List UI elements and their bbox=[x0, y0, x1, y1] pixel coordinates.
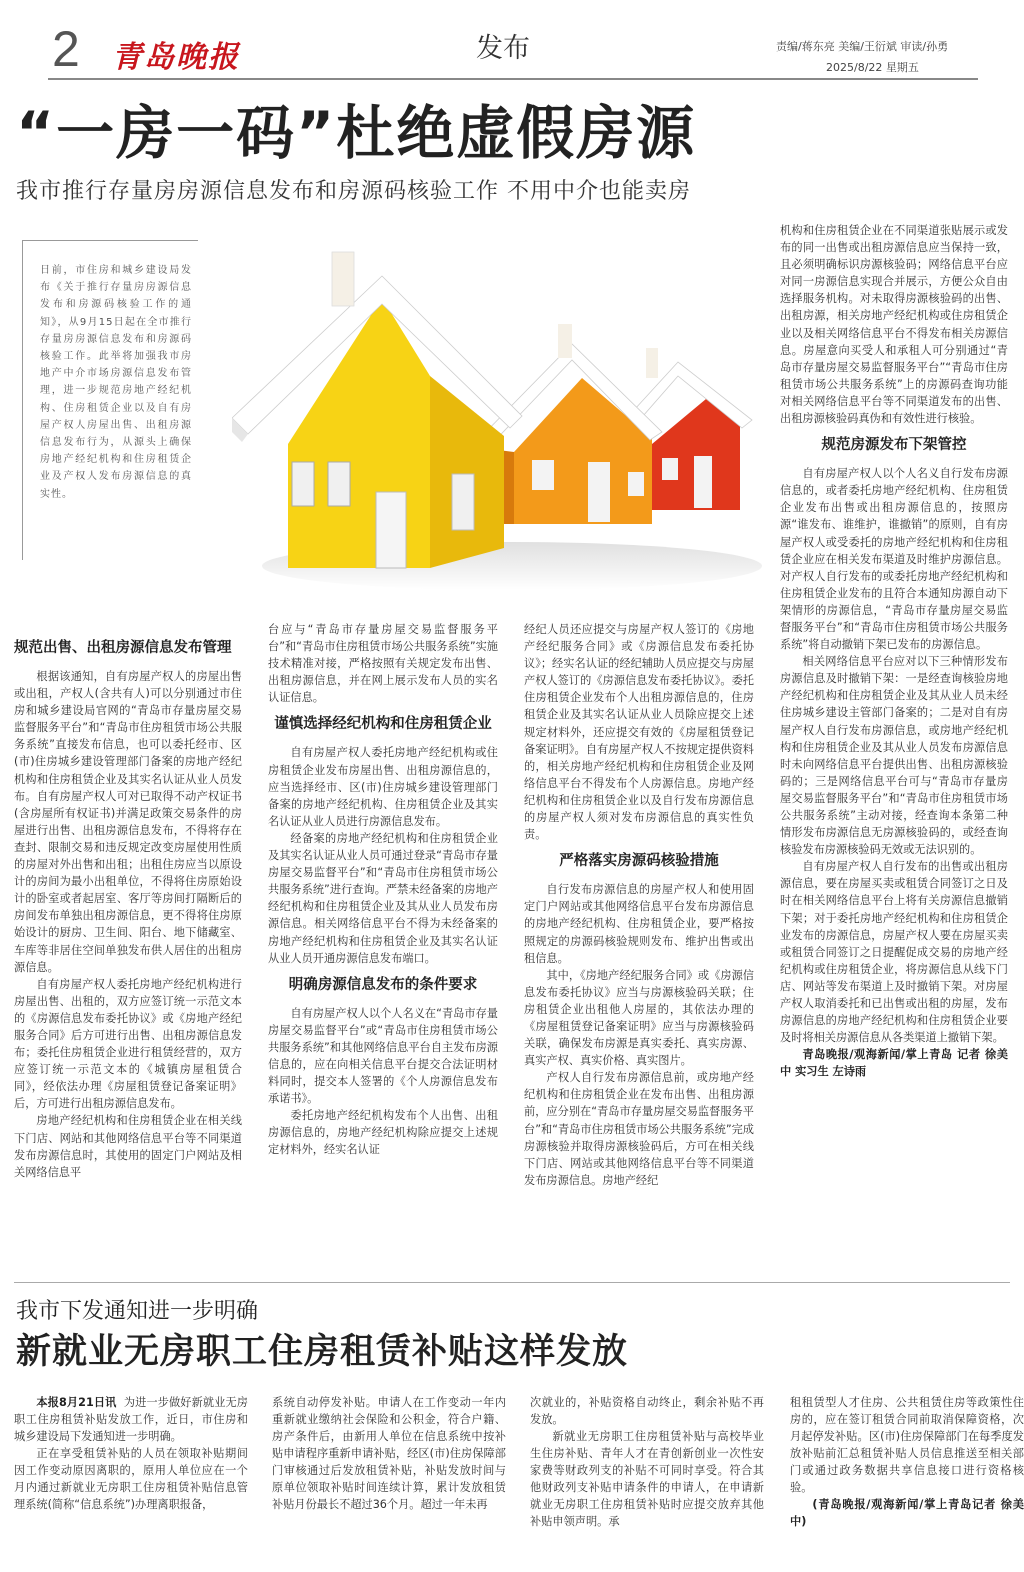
byline: 青岛晚报/观海新闻/掌上青岛 记者 徐美中 实习生 左诗雨 bbox=[780, 1048, 1008, 1079]
body-paragraph: 新就业无房职工住房租赁补贴与高校毕业生住房补贴、青年人才在青创新创业一次性安家费等财政列支的补贴不可同时享受。符合其他财政列支补贴申请条件的申请人，在申请新就业无房职工住房租赁补贴时应提交放弃其他补贴申领声明。承 bbox=[530, 1430, 764, 1528]
section-heading: 严格落实房源码核验措施 bbox=[559, 853, 719, 870]
body-paragraph: 自有房屋产权人自行发布的出售或出租房源信息，要在房屋买卖或租赁合同签订之日及时在相关网络信息平台上将有关房源信息撤销下架；对于委托房地产经纪机构和住房租赁企业发布的房源信息，房屋产权人要在房屋买卖或租赁合同签订之日提醒促成交易的房地产经纪机构或住房租赁企业，将房源信息从线下门店、网站等发布渠道上及时撤销下架。对房屋产权人取消委托和已出售或出租的房屋，发布房源信息的房地产经纪机构和住房租赁企业要及时将相关房源信息从各类渠道上撤销下架。 bbox=[780, 860, 1008, 1045]
article-column-2 bbox=[268, 621, 498, 1278]
body-paragraph: 次就业的，补贴资格自动终止，剩余补贴不再发放。 bbox=[530, 1396, 764, 1426]
section-title: 发布 bbox=[476, 33, 530, 64]
editor-credits: 责编/蒋东亮 美编/王衍斌 审读/孙勇 bbox=[776, 40, 949, 53]
main-subheadline: 我市推行存量房房源信息发布和房源码核验工作 不用中介也能卖房 bbox=[16, 179, 691, 204]
body-paragraph: 自有房屋产权人委托房地产经纪机构或住房租赁企业发布房屋出售、出租房源信息的，应当选择经市、区(市)住房城乡建设管理部门备案的房地产经纪机构、住房租赁企业及其实名认证从业人员进行房源信息发布。 bbox=[268, 746, 498, 828]
body-paragraph: 自有房屋产权人委托房地产经纪机构进行房屋出售、出租的，双方应签订统一示范文本的《房源信息发布委托协议》或《房地产经纪服务合同》后方可进行出售、出租房源信息发布；委托住房租赁企业进行租赁经营的，双方应签订统一示范文本的《城镇房屋租赁合同》，经依法办理《房屋租赁登记备案证明》后，方可进行出租房源信息发布。 bbox=[14, 977, 242, 1111]
story2-kicker: 我市下发通知进一步明确 bbox=[16, 1299, 259, 1324]
story2-column-4 bbox=[790, 1394, 1024, 1564]
story2-headline: 新就业无房职工住房租赁补贴这样发放 bbox=[16, 1332, 629, 1372]
story2-column-3 bbox=[530, 1394, 764, 1564]
body-paragraph: 租租赁型人才住房、公共租赁住房等政策性住房的，应在签订租赁合同前取消保障资格，次月起停发补贴。区(市)住房保障部门在每季度发放补贴前汇总租赁补贴人员信息推送至相关部门或通过政务数据共享信息接口进行资格核验。 bbox=[790, 1396, 1024, 1494]
body-paragraph: 产权人自行发布房源信息前，或房地产经纪机构和住房租赁企业在发布出售、出租房源前，应分别在“青岛市存量房屋交易监督服务平台”和“青岛市住房租赁市场公共服务系统”完成房源核验并取得房源核验码后，方可在相关线下门店、网站或其他网络信息平台等不同渠道发布房源信息。房地产经纪 bbox=[524, 1071, 754, 1187]
body-paragraph: 根据该通知，自有房屋产权人的房屋出售或出租，产权人(含共有人)可以分别通过市住房和城乡建设局官网的“青岛市存量房屋交易监督服务平台”和“青岛市住房租赁市场公共服务系统”直接发布信息，也可以委托经市、区(市)住房城乡建设管理部门备案的房地产经纪机构和住房租赁企业及其实名认证从业人员发布。自有房屋产权人可对已取得不动产权证书(含房屋所有权证书)并满足政策交易条件的房屋进行出售、出租房源信息发布，不得将存在查封、限制交易和违反规定改变房屋使用性质的房屋对外出售和出租；出租住房应当以原设计的房间为最小出租单位，不得将住房原始设计的卧室或者起居室、客厅等房间打隔断后的房间发布单独出租房源信息，更不得将住房原始设计的厨房、卫生间、阳台、地下储藏室、车库等非居住空间单独发布供人居住的出租房源信息。 bbox=[14, 670, 242, 974]
body-paragraph: 经备案的房地产经纪机构和住房租赁企业及其实名认证从业人员可通过登录“青岛市存量房屋交易监督平台”和“青岛市住房租赁市场公共服务系统”进行查询。严禁未经备案的房地产经纪机构和住房租赁企业及其从业人员发布房源信息。相关网络信息平台不得为未经备案的房地产经纪机构和住房租赁企业及其实名认证从业人员开通房源信息发布端口。 bbox=[268, 831, 498, 965]
article-column-4 bbox=[780, 222, 1008, 1280]
newspaper-logo: 青岛晚报 bbox=[112, 40, 240, 75]
body-paragraph: 相关网络信息平台应对以下三种情形发布房源信息及时撤销下架：一是经查询核验房地产经纪机构和住房租赁企业及其从业人员未经住房城乡建设主管部门备案的；二是对自有房屋产权人自行发布房源信息，或房地产经纪机构和住房租赁企业及其从业人员发布房源信息时未向网络信息平台提供出售、出租房源核验码的；三是网络信息平台可与“青岛市存量房屋交易监督服务平台”和“青岛市住房租赁市场公共服务系统”主动对接，经查询本条第二种情形发布房源信息无房源核验码的，或经查询核验发布房源核验码无效或无法识别的。 bbox=[780, 655, 1008, 857]
body-paragraph: 机构和住房租赁企业在不同渠道张贴展示或发布的同一出售或出租房源信息应当保持一致，且必须明确标识房源核验码；网络信息平台应对同一房源信息实现合并展示，方便公众自由选择服务机构。对未取得房源核验码的出售、出租房源，相关房地产经纪机构或住房租赁企业以及相关网络信息平台不得发布相关房源信息。房屋意向买受人和承租人可分别通过“青岛市存量房屋交易监督服务平台”“青岛市住房租赁市场公共服务系统”上的房源码查询功能对相关网络信息平台等不同渠道发布的出售、出租房源核验码真伪和有效性进行核验。 bbox=[780, 224, 1008, 426]
article-column-3 bbox=[524, 621, 754, 1278]
body-paragraph: 自有房屋产权人以个人名义自行发布房源信息的，或者委托房地产经纪机构、住房租赁企业发布出售或出租房源信息的，按照房源“谁发布、谁维护，谁撤销”的原则，自有房屋产权人或受委托的房地产经纪机构和住房租赁企业应在相关发布渠道及时维护房源信息。对产权人自行发布的或委托房地产经纪机构和住房租赁企业发布的且符合本通知房源自动下架情形的房源信息，“青岛市存量房屋交易监督服务平台”和“青岛市住房租赁市场公共服务系统”将自动撤销下架已发布的房源信息。 bbox=[780, 467, 1008, 652]
body-text: 为进一步做好新就业无房职工住房租赁补贴发放工作，近日，市住房和城乡建设局下发通知进一步明确。 bbox=[14, 1396, 248, 1443]
body-paragraph: 台应与“青岛市存量房屋交易监督服务平台”和“青岛市住房租赁市场公共服务系统”实施技术精准对接，严格按照有关规定发布出售、出租房源信息，并在网上展示发布人员的实名认证信息。 bbox=[268, 623, 498, 705]
story2-column-2 bbox=[272, 1394, 506, 1564]
story-divider bbox=[14, 1282, 1010, 1283]
page-number: 2 bbox=[52, 21, 80, 77]
body-paragraph: 自行发布房源信息的房屋产权人和使用固定门户网站或其他网络信息平台发布房源信息的房地产经纪机构、住房租赁企业，要严格按照规定的房源码核验规则发布、维护出售或出租信息。 bbox=[524, 883, 754, 965]
body-paragraph: 经纪人员还应提交与房屋产权人签订的《房地产经纪服务合同》或《房源信息发布委托协议》；经实名认证的经纪辅助人员应提交与房屋产权人签订的《房源信息发布委托协议》。委托住房租赁企业发布个人出租房源信息的，住房租赁企业及其实名认证从业人员除应提交上述规定材料外，还应提交有效的《房屋租赁登记备案证明》。自有房屋产权人不按规定提供资料的，相关房地产经纪机构和住房租赁企业及网络信息平台不得发布个人房源信息。房地产经纪机构和住房租赁企业以及自行发布房源信息的房屋产权人须对发布房源信息的真实性负责。 bbox=[524, 623, 754, 842]
section-heading: 规范出售、出租房源信息发布管理 bbox=[14, 640, 232, 656]
yellow-house-icon bbox=[232, 252, 522, 568]
dateline-lead: 本报8月21日讯 bbox=[36, 1396, 117, 1409]
section-heading: 谨慎选择经纪机构和住房租赁企业 bbox=[274, 716, 492, 733]
article-column-1 bbox=[14, 630, 242, 1278]
story2-column-1 bbox=[14, 1394, 248, 1564]
body-paragraph: 系统自动停发补贴。申请人在工作变动一年内重新就业缴纳社会保险和公积金，符合户籍、房产条件后，由新用人单位在信息系统中按补贴申请程序重新申请补贴，经区(市)住房保障部门审核通过后发放租赁补贴，补贴发放时间与原单位领取补贴时间连续计算，累计发放租赁补贴月份最长不超过36个月。超过一年未再 bbox=[272, 1396, 506, 1511]
lead-paragraph: 日前，市住房和城乡建设局发布《关于推行存量房房源信息发布和房源码核验工作的通知》，从9月15日起在全市推行存量房房源信息发布和房源码核验工作。此举将加强我市房地产中介市场房源信息发布管理，进一步规范房地产经纪机构、住房租赁企业以及自有房屋产权人房屋出售、出租房源信息发布行为，从源头上确保房地产经纪机构和住房租赁企业及产权人发布房源信息的真实性。 bbox=[40, 265, 192, 500]
byline: (青岛晚报/观海新闻/掌上青岛记者 徐美中) bbox=[790, 1498, 1024, 1528]
issue-date: 2025/8/22 星期五 bbox=[826, 61, 919, 74]
body-paragraph: 委托房地产经纪机构发布个人出售、出租房源信息的，房地产经纪机构除应提交上述规定材料外，经实名认证 bbox=[268, 1109, 498, 1157]
body-paragraph: 其中，《房地产经纪服务合同》或《房源信息发布委托协议》应当与房源核验码关联；住房租赁企业出租他人房屋的，其依法办理的《房屋租赁登记备案证明》应当与房源核验码关联，确保发布房源是真实委托、真实房源、真实产权、真实价格、真实图片。 bbox=[524, 968, 754, 1068]
section-heading: 规范房源发布下架管控 bbox=[821, 437, 967, 454]
body-paragraph: 正在享受租赁补贴的人员在领取补贴期间因工作变动原因离职的，原用人单位应在一个月内通过新就业无房职工住房租赁补贴信息管理系统(简称“信息系统”)办理离职报备， bbox=[14, 1447, 248, 1511]
main-headline: “一房一码”杜绝虚假房源 bbox=[16, 99, 697, 167]
masthead-divider bbox=[48, 78, 978, 80]
houses-illustration bbox=[232, 248, 768, 598]
body-paragraph: 自有房屋产权人以个人名义在“青岛市存量房屋交易监督平台”或“青岛市住房租赁市场公共服务系统”和其他网络信息平台自主发布房源信息的，应在向相关信息平台提交合法证明材料同时，提交本人签署的《个人房源信息发布承诺书》。 bbox=[268, 1006, 498, 1106]
section-heading: 明确房源信息发布的条件要求 bbox=[288, 976, 478, 993]
body-paragraph: 房地产经纪机构和住房租赁企业在相关线下门店、网站和其他网络信息平台等不同渠道发布房源信息时，其使用的固定门户网站及相关网络信息平 bbox=[14, 1114, 242, 1179]
